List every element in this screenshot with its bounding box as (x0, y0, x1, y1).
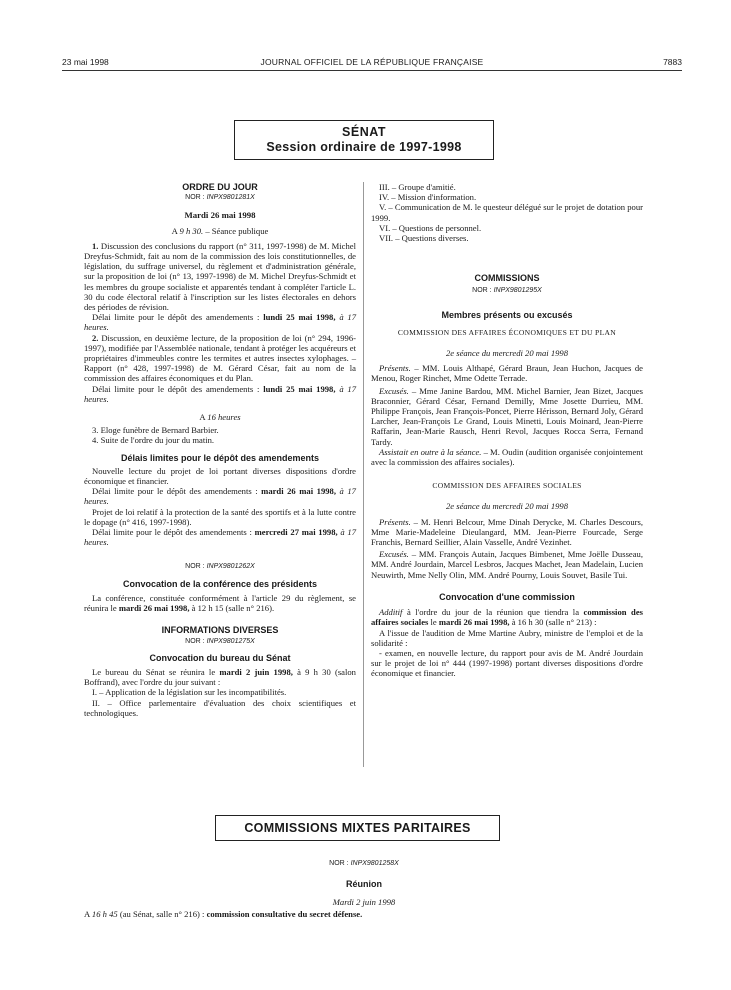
seance-publique-line: A 9 h 30. – Séance publique (171, 225, 269, 236)
commission-eco-name: COMMISSION DES AFFAIRES ÉCONOMIQUES ET DU PLAN (397, 327, 617, 337)
conference-nor: NOR : INPX9801262X (185, 562, 255, 570)
column-divider (363, 182, 364, 767)
agenda-item-2: 2. Discussion, en deuxième lecture, de la proposition de loi (n° 294, 1996-1997), modifiée par l'Assemblée nationale, tendant à protéger les acquéreurs et propriétaires d'immeubles contre les termites et autres insectes xylophages. – Rapport (n° 428, 1997-1998) de M. Gérard César, fait au nom de la commission des affaires économiques et du Plan. (84, 332, 356, 384)
cmp-date: Mardi 2 juin 1998 (332, 896, 396, 907)
commission-soc-excuses: Excusés. – MM. François Autain, Jacques Bimbenet, Mme Joëlle Dusseau, MM. André Jourdain, Marcel Lesbros, Jacques Machet, Jean Madelain, Lucien Neuwirth, Mme Nelly Olin, MM. André Pourny, Louis Souvet, Basile Tui. (371, 549, 643, 580)
delais-p2: Projet de loi relatif à la protection de la santé des sportifs et à la lutte contre le dopage (n° 416, 1997-1998). (84, 506, 356, 527)
cmp-title-box (215, 815, 500, 841)
cmp-nor: NOR : INPX9801258X (329, 860, 399, 867)
convocation-text-2: A l'issue de l'audition de Mme Martine Aubry, ministre de l'emploi et de la solidarité : (371, 627, 643, 648)
commission-eco-assistait: Assistait en outre à la séance. – M. Oudin (audition organisée conjointement avec la commission des affaires sociales). (371, 446, 643, 468)
commission-eco-presents: Présents. – MM. Louis Althapé, Gérard Braun, Jean Huchon, Jacques de Menou, Roger Rinchet, Mme Odette Terrade. (371, 363, 643, 384)
ordre-du-jour-date: Mardi 26 mai 1998 (184, 210, 256, 221)
bureau-text: Le bureau du Sénat se réunira le mardi 2 juin 1998, à 9 h 30 (salon Boffrand), avec l'ordre du jour suivant : (84, 666, 356, 688)
bureau-item: II. – Office parlementaire d'évaluation des choix scientifiques et technologiques. (84, 697, 356, 718)
agenda-item-4: 4. Suite de l'ordre du jour du matin. (92, 435, 215, 446)
delais-p1: Nouvelle lecture du projet de loi portant diverses dispositions d'ordre économique et financier. (84, 465, 356, 487)
agenda-item-1: 1. Discussion des conclusions du rapport (n° 311, 1997-1998) de M. Michel Dreyfus-Schmidt, fait au nom de la commission des lois constitutionnelles, de législation, du suffrage universel, du règlement et d'administration générale, sur la proposition de loi (n° 13, 1997-1998) de M. Michel Dreyfus-Schmidt et les membres du groupe socialiste et apparentés tendant à compléter l'article L. 30 du code électoral relatif à l'inscription sur les listes électorales en dehors des périodes de révision. (84, 240, 356, 313)
bureau-heading: Convocation du bureau du Sénat (149, 652, 291, 663)
convocation-heading: Convocation d'une commission (439, 591, 575, 602)
agenda-item-2-delai: Délai limite pour le dépôt des amendements : lundi 25 mai 1998, à 17 heures. (84, 383, 357, 404)
bureau-item: III. – Groupe d'amitié. (379, 182, 456, 192)
commission-eco-excuses: Excusés. – Mme Janine Bardou, MM. Michel Barnier, Jean Bizet, Jacques Braconnier, Gérard César, Fernand Demilly, Mme Josette Durrieu, MM. Philippe François, Jean François-Poncet, Pierre Hérisson, Bernard Joly, Gérard Larcher, Jean-François Le Grand, Louis Minetti, Louis Moinard, Jean-Pierre Raffarin, Jean-Marie Rausch, Henri Revol, Jacques Rocca Serra, Fernand Tardy. (371, 385, 643, 447)
cmp-title: COMMISSIONS MIXTES PARITAIRES (244, 821, 471, 835)
right-column (371, 182, 643, 679)
informations-nor: NOR : INPX9801275X (185, 637, 255, 645)
membres-heading: Membres présents ou excusés (441, 309, 573, 320)
senat-subtitle: Session ordinaire de 1997-1998 (266, 140, 462, 154)
header-journal-title: JOURNAL OFFICIEL DE LA RÉPUBLIQUE FRANÇAISE (260, 57, 484, 67)
senat-title: SÉNAT (342, 125, 386, 139)
header-rule (62, 70, 682, 71)
bureau-item: I. – Application de la législation sur les incompatibilités. (92, 687, 287, 698)
header-date: 23 mai 1998 (62, 57, 109, 67)
commissions-nor: NOR : INPX9801295X (472, 287, 542, 295)
commission-soc-seance: 2e séance du mercredi 20 mai 1998 (445, 501, 569, 512)
header-page-number: 7883 (663, 57, 682, 67)
commission-eco-seance: 2e séance du mercredi 20 mai 1998 (445, 348, 569, 359)
conference-text: La conférence, constituée conformément à l'article 29 du règlement, se réunira le mardi 26 mai 1998, à 12 h 15 (salle n° 216). (84, 592, 356, 614)
cmp-section (84, 858, 644, 920)
senat-title-box (234, 120, 494, 160)
bureau-item: V. – Communication de M. le questeur délégué sur le projet de dotation pour 1999. (371, 202, 643, 223)
commissions-heading: COMMISSIONS (474, 273, 540, 284)
agenda-item-3: 3. Eloge funèbre de Bernard Barbier. (92, 425, 219, 436)
ordre-du-jour-heading: ORDRE DU JOUR (182, 182, 258, 192)
bureau-item: VI. – Questions de personnel. (379, 222, 482, 233)
afternoon-session-line: A 16 heures (199, 412, 241, 423)
informations-heading: INFORMATIONS DIVERSES (161, 625, 279, 636)
cmp-text: A 16 h 45 (au Sénat, salle n° 216) : commission consultative du secret défense. (84, 909, 363, 920)
delais-p2-delai: Délai limite pour le dépôt des amendements : mercredi 27 mai 1998, à 17 heures. (84, 527, 357, 548)
delais-p1-delai: Délai limite pour le dépôt des amendements : mardi 26 mai 1998, à 17 heures. (84, 486, 356, 507)
convocation-text-1: Additif à l'ordre du jour de la réunion que tiendra la commission des affaires sociales le mardi 26 mai 1998, à 16 h 30 (salle n° 213) : (371, 607, 643, 628)
bureau-item: IV. – Mission d'information. (379, 192, 477, 203)
bureau-item: VII. – Questions diverses. (379, 233, 469, 244)
delais-heading: Délais limites pour le dépôt des amendements (120, 452, 320, 463)
cmp-reunion-heading: Réunion (346, 879, 382, 890)
commission-soc-name: COMMISSION DES AFFAIRES SOCIALES (432, 481, 582, 491)
ordre-du-jour-nor: NOR : INPX9801281X (185, 194, 255, 202)
convocation-text-3: - examen, en nouvelle lecture, du rapport pour avis de M. André Jourdain sur le projet de loi n° 444 (1997-1998) portant diverses dispositions d'ordre économique et financier. (371, 647, 643, 679)
left-column (84, 182, 356, 718)
agenda-item-1-delai: Délai limite pour le dépôt des amendements : lundi 25 mai 1998, à 17 heures. (84, 312, 357, 333)
commission-soc-presents: Présents. – M. Henri Belcour, Mme Dinah Derycke, M. Charles Descours, Mme Marie-Madeleine Dieulangard, MM. Jean-Pierre Fourcade, Serge Franchis, Bernard Seillier, Alain Vasselle, André Vezinhet. (371, 516, 643, 548)
conference-heading: Convocation de la conférence des présidents (122, 578, 318, 589)
